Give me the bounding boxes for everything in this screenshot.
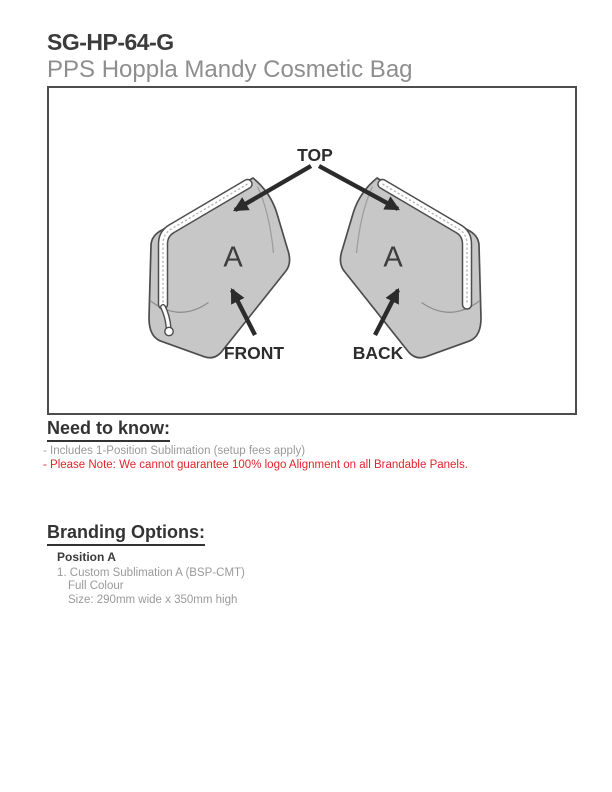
bag-front-illustration — [149, 178, 290, 358]
note-sublimation-included: - Includes 1-Position Sublimation (setup fees apply) — [43, 445, 306, 457]
need-to-know-heading: Need to know: — [47, 419, 170, 442]
front-label: FRONT — [223, 343, 285, 363]
product-name-subtitle: PPS Hoppla Mandy Cosmetic Bag — [47, 56, 413, 83]
branding-method-line: 1. Custom Sublimation A (BSP-CMT) — [57, 567, 245, 579]
product-code-title: SG-HP-64-G — [47, 29, 174, 55]
branding-diagram-box — [47, 86, 577, 415]
branding-position-a-title: Position A — [57, 550, 116, 564]
branding-options-heading: Branding Options: — [47, 523, 205, 546]
position-marker-back: A — [383, 241, 403, 274]
note-alignment-warning: - Please Note: We cannot guarantee 100% logo Alignment on all Brandable Panels. — [43, 458, 468, 471]
branding-position-a-details — [57, 567, 245, 607]
position-marker-front: A — [223, 241, 243, 274]
branding-size-line: Size: 290mm wide x 350mm high — [68, 593, 238, 606]
bag-branding-diagram — [49, 88, 575, 413]
back-label: BACK — [352, 343, 404, 363]
branding-colour-line: Full Colour — [68, 580, 124, 593]
top-label: TOP — [297, 145, 333, 165]
bag-back-illustration — [340, 178, 481, 358]
